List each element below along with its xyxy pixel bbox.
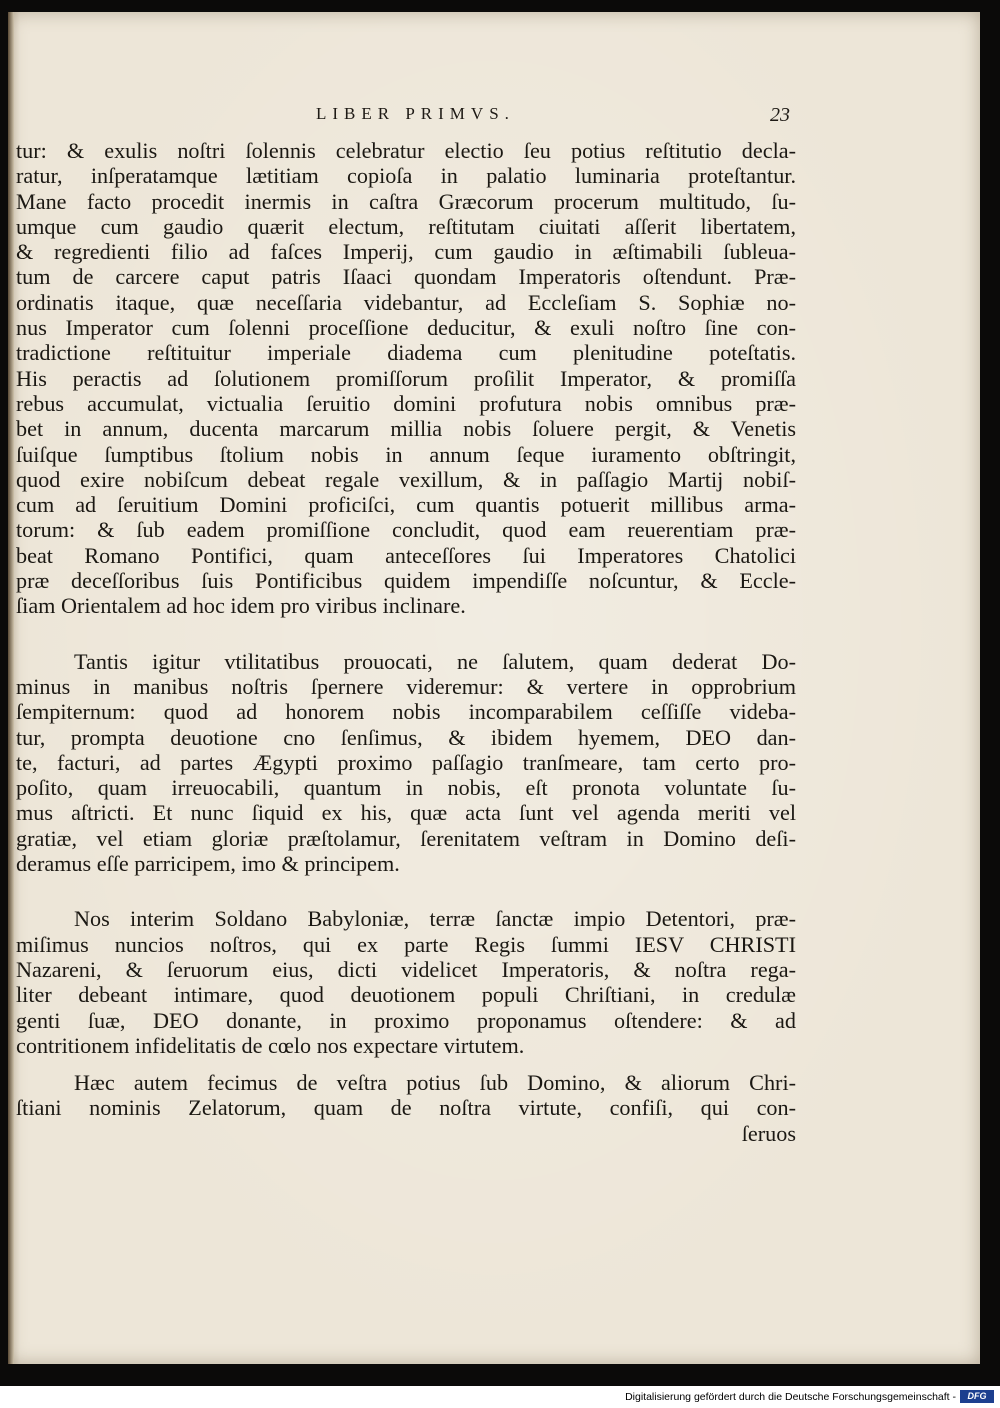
text-line: tur: & exulis noſtri ſolennis celebratur electio ſeu potius reſtitutio decla- [16, 138, 796, 163]
text-line: tum de carcere caput patris Iſaaci quondam Imperatoris oſtendunt. Præ- [16, 264, 796, 290]
paragraph-gap [16, 876, 796, 906]
text-line: cum ad ſeruitium Domini proficiſci, cum quantis potuerit millibus arma- [16, 492, 796, 518]
text-line: Tantis igitur vtilitatibus prouocati, ne ſalutem, quam dederat Do- [74, 648, 796, 674]
dfg-logo: DFG [960, 1390, 994, 1403]
text-line: bet in annum, ducenta marcarum millia nobis ſoluere pergit, & Venetis [16, 416, 796, 442]
paragraph-gap [16, 619, 796, 649]
text-line: umque cum gaudio quærit electum, reſtitutam ciuitati aſſerit libertatem, [16, 213, 796, 239]
running-head: LIBER PRIMVS. [316, 104, 515, 123]
text-line: contritionem infidelitatis de cœlo nos expectare virtutem. [16, 1032, 525, 1058]
paragraph-2 [16, 649, 796, 877]
footer-bar [0, 1386, 1000, 1408]
text-line: Nos interim Soldano Babyloniæ, terræ ſanctæ impio Detentori, præ- [74, 906, 796, 932]
text-line: His peractis ad ſolutionem promiſſorum proſilit Imperator, & promiſſa [16, 365, 796, 391]
text-line: genti ſuæ, DEO donante, in proximo proponamus oſtendere: & ad [16, 1007, 796, 1033]
page-fold-shadow [8, 12, 14, 1364]
text-line: tradictione reſtituitur imperiale diadema cum plenitudine poteſtatis. [16, 340, 796, 366]
catchword: ſeruos [741, 1120, 796, 1146]
text-line: Hæc autem fecimus de veſtra potius ſub Domino, & aliorum Chri- [74, 1070, 796, 1096]
text-line: ratur, inſperatamque lætitiam copioſa in palatio luminaria proteſtantur. [16, 163, 796, 189]
paragraph-3 [16, 906, 796, 1058]
text-line: Mane facto procedit inermis in caſtra Græcorum procerum multitudo, ſu- [16, 188, 796, 214]
text-line: mus aſtricti. Et nunc ſiquid ex his, quæ acta ſunt vel agenda meriti vel [16, 800, 796, 826]
text-line: liter debeant intimare, quod deuotionem populi Chriſtiani, in credulæ [16, 982, 796, 1008]
text-line: quod exire nobiſcum debeat regale vexillum, & in paſſagio Martij nobiſ- [16, 466, 796, 492]
text-line: & regredienti filio ad faſces Imperij, cum gaudio in æſtimabili ſubleua- [16, 239, 796, 265]
text-line: ſuiſque ſumptibus ſtolium nobis in annum ſeque iuramento obſtringit, [16, 441, 796, 467]
text-line: præ deceſſoribus ſuis Pontificibus quidem impendiſſe noſcuntur, & Eccle- [16, 568, 796, 594]
funding-credit: Digitalisierung gefördert durch die Deutsche Forschungsgemeinschaft - [625, 1391, 956, 1403]
text-line: ſiam Orientalem ad hoc idem pro viribus inclinare. [16, 593, 466, 619]
paragraph-4 [16, 1070, 796, 1146]
text-line: ſempiternum: quod ad honorem nobis incomparabilem ceſſiſſe videba- [16, 699, 796, 725]
text-line: nus Imperator cum ſolenni proceſſione deducitur, & exuli noſtro ſine con- [16, 315, 796, 341]
text-line: gratiæ, vel etiam gloriæ præſtolamur, ſerenitatem veſtram in Domino deſi- [16, 825, 796, 851]
text-line: torum: & ſub eadem promiſſione concludit, quod eam reuerentiam præ- [16, 517, 796, 543]
text-line: poſito, quam irreuocabili, quantum in nobis, eſt pronota voluntate ſu- [16, 775, 796, 801]
text-line: te, facturi, ad partes Ægypti proximo paſſagio tranſmeare, tam certo pro- [16, 749, 796, 775]
text-line: Nazareni, & ſeruorum eius, dicti videlicet Imperatoris, & noſtra rega- [16, 956, 796, 982]
text-line: miſimus nuncios noſtros, qui ex parte Regis ſummi IESV CHRISTI [16, 931, 796, 957]
page-number: 23 [770, 104, 790, 126]
text-line: deramus eſſe parricipem, imo & principem. [16, 851, 400, 877]
text-line: ordinatis itaque, quæ neceſſaria videbantur, ad Eccleſiam S. Sophiæ no- [16, 289, 796, 315]
paragraph-gap [16, 1058, 796, 1070]
body-text [16, 138, 796, 1146]
text-line: minus in manibus noſtris ſpernere videremur: & vertere in opprobrium [16, 673, 796, 699]
text-line: tur, prompta deuotione cno ſenſimus, & ibidem hyemem, DEO dan- [16, 724, 796, 750]
text-line: ſtiani nominis Zelatorum, quam de noſtra virtute, confiſi, qui con- [16, 1095, 796, 1121]
paragraph-1 [16, 138, 796, 619]
book-page [8, 12, 980, 1364]
text-line: beat Romano Pontifici, quam anteceſſores ſui Imperatores Chatolici [16, 542, 796, 568]
text-line: rebus accumulat, victualia ſeruitio domini profutura nobis omnibus præ- [16, 390, 796, 416]
